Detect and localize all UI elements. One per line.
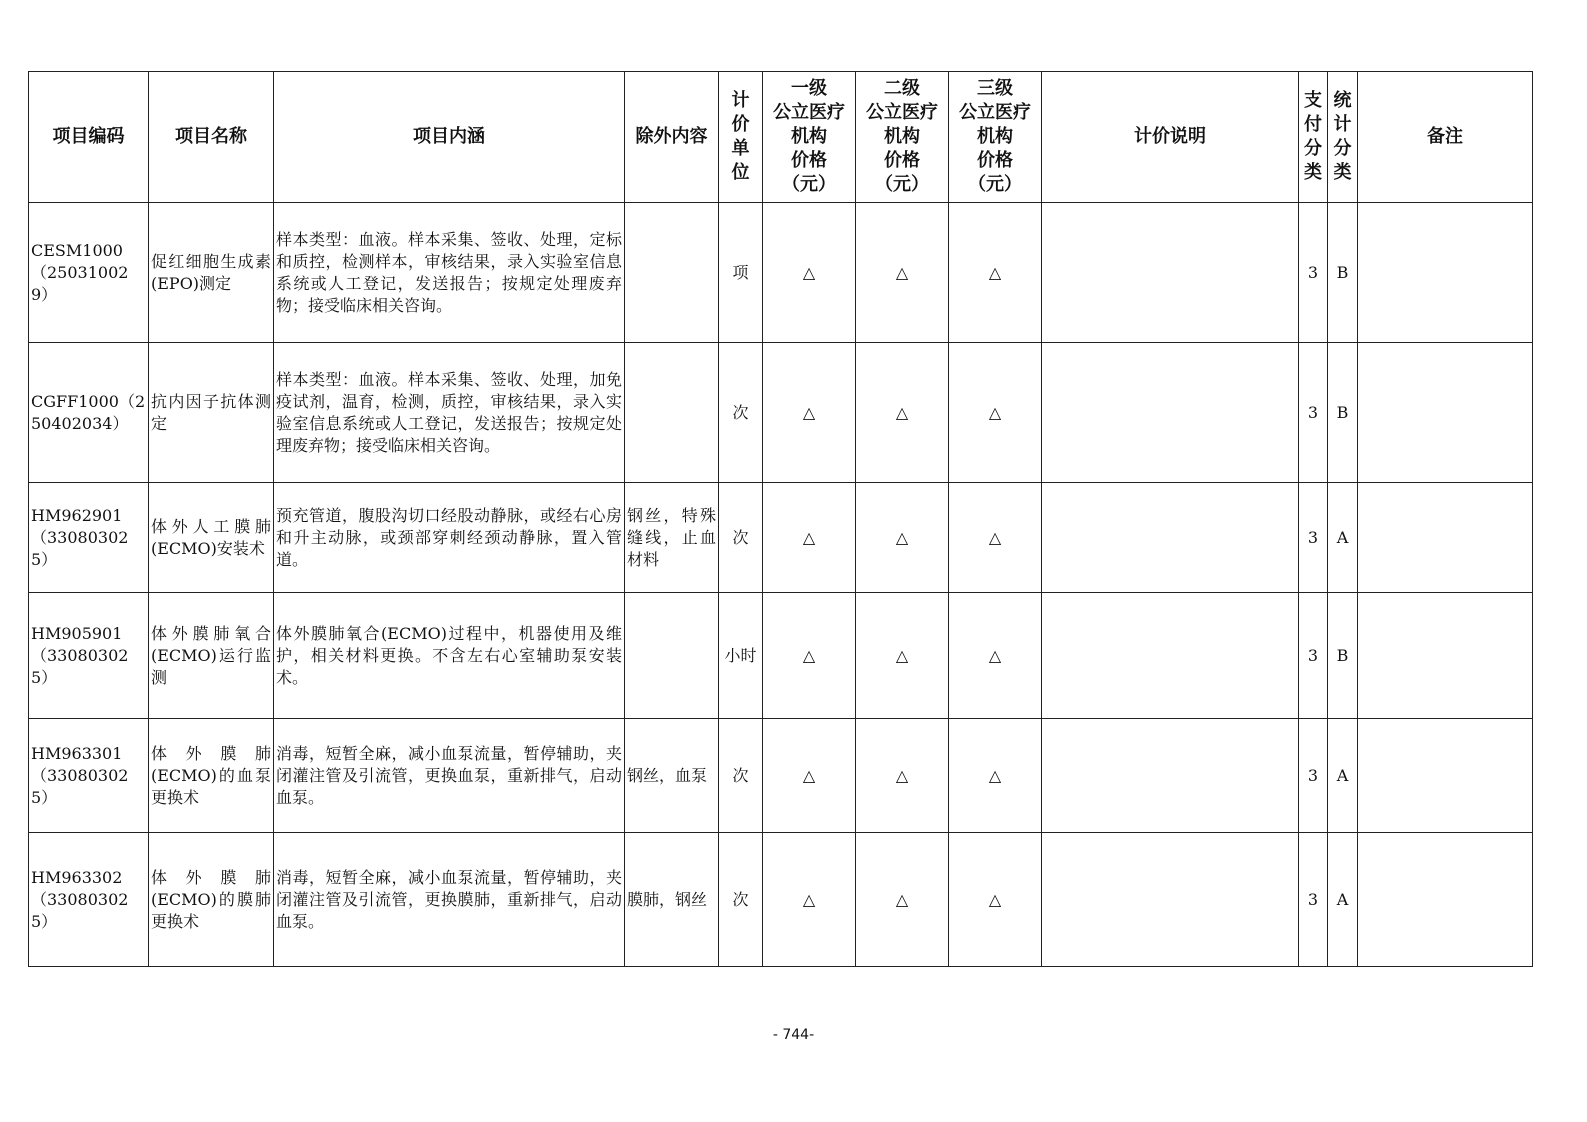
item-unit: 小时 xyxy=(719,593,763,719)
item-remarks xyxy=(1358,719,1533,833)
item-level3-price: △ xyxy=(949,483,1042,593)
table-row xyxy=(29,833,1533,967)
item-code: CESM1000（250310029） xyxy=(29,203,149,343)
header-level3-line: 三级 xyxy=(977,78,1013,99)
item-stat-class: A xyxy=(1328,833,1358,967)
header-payment-class-text: 支付分类 xyxy=(1303,90,1322,183)
item-stat-class: A xyxy=(1328,483,1358,593)
item-unit: 次 xyxy=(719,343,763,483)
header-level3-line: 价格 xyxy=(977,150,1013,171)
item-remarks xyxy=(1358,593,1533,719)
item-stat-class: B xyxy=(1328,343,1358,483)
item-pricing-note xyxy=(1042,203,1299,343)
item-remarks xyxy=(1358,343,1533,483)
header-level2-line: （元） xyxy=(875,174,929,195)
header-level3 xyxy=(949,72,1042,203)
header-stat-class-text: 统计分类 xyxy=(1333,90,1352,183)
header-level2 xyxy=(856,72,949,203)
item-content: 消毒，短暂全麻，减小血泵流量，暂停辅助，夹闭灌注管及引流管，更换膜肺，重新排气，启动血泵。 xyxy=(274,833,625,967)
item-payment-class: 3 xyxy=(1299,833,1328,967)
item-unit: 项 xyxy=(719,203,763,343)
item-payment-class: 3 xyxy=(1299,343,1328,483)
item-exclusion xyxy=(625,203,719,343)
item-content: 消毒，短暂全麻，减小血泵流量，暂停辅助，夹闭灌注管及引流管，更换血泵，重新排气，启动血泵。 xyxy=(274,719,625,833)
item-exclusion: 钢丝，血泵 xyxy=(625,719,719,833)
item-exclusion: 膜肺，钢丝 xyxy=(625,833,719,967)
header-payment-class xyxy=(1299,72,1328,203)
item-level2-price: △ xyxy=(856,719,949,833)
item-exclusion xyxy=(625,593,719,719)
header-level1-line: 机构 xyxy=(791,126,827,147)
item-unit: 次 xyxy=(719,833,763,967)
header-level1-line: 公立医疗 xyxy=(773,102,845,123)
item-pricing-note xyxy=(1042,833,1299,967)
header-row xyxy=(29,72,1533,203)
table-row xyxy=(29,343,1533,483)
item-level3-price: △ xyxy=(949,343,1042,483)
header-level1 xyxy=(763,72,856,203)
item-level1-price: △ xyxy=(763,593,856,719)
item-stat-class: B xyxy=(1328,203,1358,343)
header-level1-line: （元） xyxy=(782,174,836,195)
item-content: 体外膜肺氧合(ECMO)过程中，机器使用及维护，相关材料更换。不含左右心室辅助泵安装术。 xyxy=(274,593,625,719)
item-level1-price: △ xyxy=(763,719,856,833)
item-unit: 次 xyxy=(719,719,763,833)
item-code: HM962901（330803025） xyxy=(29,483,149,593)
header-stat-class xyxy=(1328,72,1358,203)
table-row xyxy=(29,483,1533,593)
item-code: HM963302（330803025） xyxy=(29,833,149,967)
item-remarks xyxy=(1358,483,1533,593)
item-level1-price: △ xyxy=(763,203,856,343)
header-level2-line: 价格 xyxy=(884,150,920,171)
item-name: 体外人工膜肺(ECMO)安装术 xyxy=(149,483,274,593)
header-exclusion: 除外内容 xyxy=(625,72,719,203)
item-level1-price: △ xyxy=(763,343,856,483)
item-code: HM963301（330803025） xyxy=(29,719,149,833)
header-pricing-note: 计价说明 xyxy=(1042,72,1299,203)
header-level3-line: 机构 xyxy=(977,126,1013,147)
item-pricing-note xyxy=(1042,483,1299,593)
header-remarks: 备注 xyxy=(1358,72,1533,203)
item-stat-class: A xyxy=(1328,719,1358,833)
item-name: 促红细胞生成素(EPO)测定 xyxy=(149,203,274,343)
item-stat-class: B xyxy=(1328,593,1358,719)
item-level3-price: △ xyxy=(949,833,1042,967)
header-level2-line: 公立医疗 xyxy=(866,102,938,123)
item-name: 体外膜肺氧合(ECMO)运行监测 xyxy=(149,593,274,719)
item-code: CGFF1000（250402034） xyxy=(29,343,149,483)
item-content: 预充管道，腹股沟切口经股动静脉，或经右心房和升主动脉，或颈部穿刺经颈动静脉，置入管道。 xyxy=(274,483,625,593)
item-name: 抗内因子抗体测定 xyxy=(149,343,274,483)
item-exclusion xyxy=(625,343,719,483)
header-level1-line: 价格 xyxy=(791,150,827,171)
item-remarks xyxy=(1358,203,1533,343)
header-code: 项目编码 xyxy=(29,72,149,203)
page-number: - 744- xyxy=(772,1027,815,1043)
item-payment-class: 3 xyxy=(1299,483,1328,593)
item-level1-price: △ xyxy=(763,483,856,593)
item-level2-price: △ xyxy=(856,593,949,719)
price-table xyxy=(28,71,1533,967)
header-level3-line: 公立医疗 xyxy=(959,102,1031,123)
item-unit: 次 xyxy=(719,483,763,593)
item-content: 样本类型：血液。样本采集、签收、处理，加免疫试剂，温育，检测，质控，审核结果，录入实验室信息系统或人工登记，发送报告；按规定处理废弃物；接受临床相关咨询。 xyxy=(274,343,625,483)
item-level3-price: △ xyxy=(949,719,1042,833)
item-pricing-note xyxy=(1042,343,1299,483)
item-level2-price: △ xyxy=(856,203,949,343)
item-exclusion: 钢丝，特殊缝线，止血材料 xyxy=(625,483,719,593)
item-pricing-note xyxy=(1042,593,1299,719)
item-payment-class: 3 xyxy=(1299,593,1328,719)
header-unit-text: 计价单位 xyxy=(731,90,750,183)
table-row xyxy=(29,593,1533,719)
table-row xyxy=(29,203,1533,343)
item-payment-class: 3 xyxy=(1299,719,1328,833)
header-level2-line: 机构 xyxy=(884,126,920,147)
item-name: 体外膜肺(ECMO)的血泵更换术 xyxy=(149,719,274,833)
header-content: 项目内涵 xyxy=(274,72,625,203)
item-payment-class: 3 xyxy=(1299,203,1328,343)
item-level2-price: △ xyxy=(856,343,949,483)
header-name: 项目名称 xyxy=(149,72,274,203)
item-content: 样本类型：血液。样本采集、签收、处理，定标和质控，检测样本，审核结果，录入实验室信息系统或人工登记，发送报告；按规定处理废弃物；接受临床相关咨询。 xyxy=(274,203,625,343)
header-level1-line: 一级 xyxy=(791,78,827,99)
item-level3-price: △ xyxy=(949,593,1042,719)
header-level3-line: （元） xyxy=(968,174,1022,195)
item-pricing-note xyxy=(1042,719,1299,833)
item-level2-price: △ xyxy=(856,483,949,593)
table-row xyxy=(29,719,1533,833)
item-level2-price: △ xyxy=(856,833,949,967)
item-level1-price: △ xyxy=(763,833,856,967)
item-code: HM905901（330803025） xyxy=(29,593,149,719)
item-remarks xyxy=(1358,833,1533,967)
item-level3-price: △ xyxy=(949,203,1042,343)
header-level2-line: 二级 xyxy=(884,78,920,99)
item-name: 体外膜肺(ECMO)的膜肺更换术 xyxy=(149,833,274,967)
header-unit xyxy=(719,72,763,203)
